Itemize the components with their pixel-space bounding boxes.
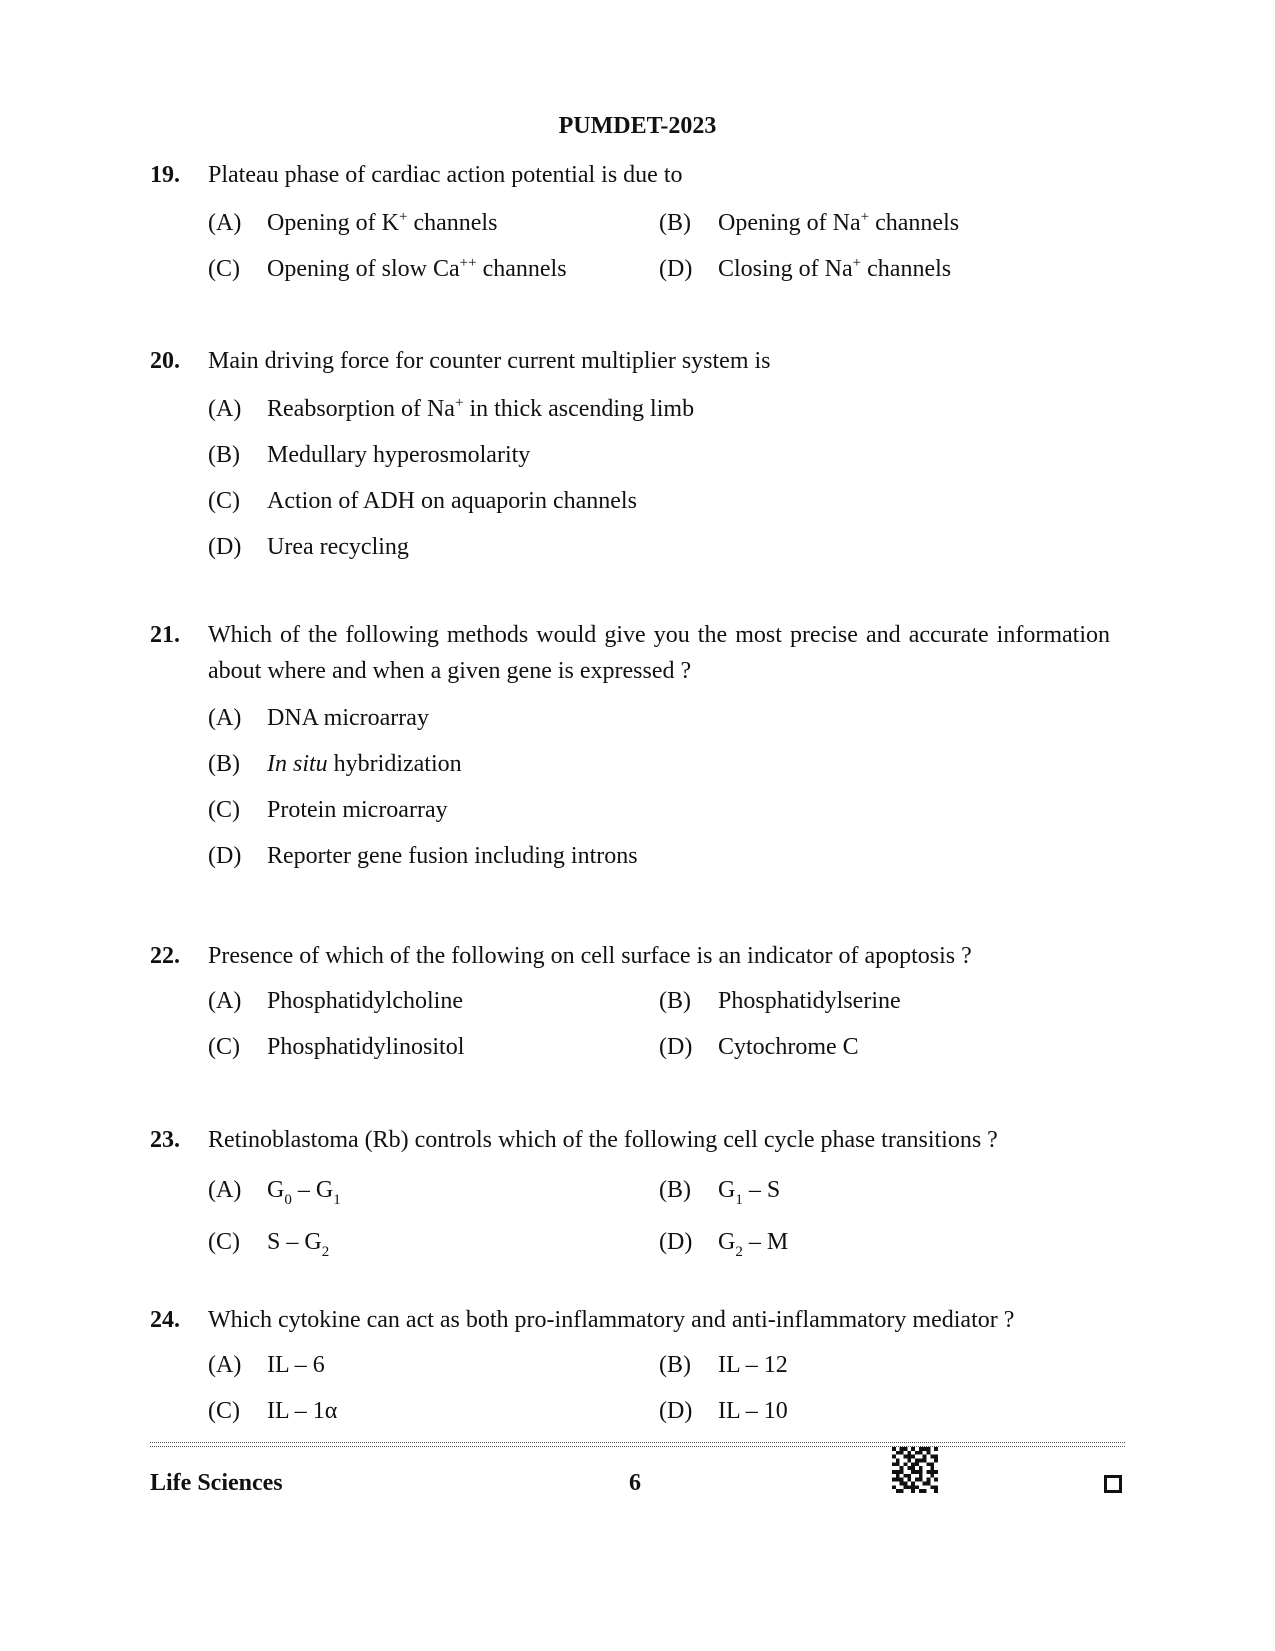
option-text: Urea recycling bbox=[267, 533, 409, 560]
option-b bbox=[659, 210, 1110, 237]
option-label: (B) bbox=[659, 209, 691, 236]
option-text: IL – 6 bbox=[267, 1351, 325, 1378]
option-text: IL – 12 bbox=[718, 1351, 788, 1378]
option-text: Reporter gene fusion including introns bbox=[267, 842, 638, 869]
page-number: 6 bbox=[629, 1470, 641, 1496]
option-c bbox=[208, 1034, 659, 1061]
option-label: (D) bbox=[659, 1033, 693, 1060]
option-a bbox=[208, 1352, 659, 1379]
option-text: Medullary hyperosmolarity bbox=[267, 441, 531, 468]
option-d bbox=[659, 1398, 1110, 1425]
question-text: Which cytokine can act as both pro-inflammatory and anti-inflammatory mediator ? bbox=[208, 1307, 1015, 1333]
option-d bbox=[208, 843, 1108, 870]
option-text: Protein microarray bbox=[267, 796, 448, 823]
footer-subject: Life Sciences bbox=[150, 1470, 283, 1496]
option-a bbox=[208, 1176, 659, 1208]
option-text: Reabsorption of Na+ in thick ascending limb bbox=[267, 394, 695, 422]
option-d bbox=[659, 1034, 1110, 1061]
question-text: Which of the following methods would give you the most precise and accurate information about where and when a given gene is expressed ? bbox=[208, 622, 1110, 684]
option-label: (C) bbox=[208, 1397, 240, 1424]
option-c bbox=[208, 1228, 659, 1260]
option-text: S – $G_2$ bbox=[267, 1228, 330, 1260]
option-text: $G_1$ – S bbox=[718, 1176, 781, 1208]
question-24 bbox=[150, 1302, 1110, 1434]
option-a bbox=[208, 988, 659, 1015]
option-text: Phosphatidylinositol bbox=[267, 1033, 465, 1060]
question-number: 19. bbox=[150, 162, 180, 188]
option-a bbox=[208, 210, 659, 237]
option-label: (D) bbox=[659, 1397, 693, 1424]
option-text: Opening of K+ channels bbox=[267, 208, 498, 236]
option-text: Phosphatidylcholine bbox=[267, 987, 463, 1014]
option-text: $G_2$ – M bbox=[718, 1228, 789, 1260]
question-23 bbox=[150, 1122, 1110, 1268]
option-label: (C) bbox=[208, 1228, 240, 1255]
option-a bbox=[208, 396, 1108, 423]
page-header: PUMDET-2023 bbox=[558, 113, 717, 139]
option-text: Action of ADH on aquaporin channels bbox=[267, 487, 637, 514]
question-text: Main driving force for counter current multiplier system is bbox=[208, 348, 771, 374]
option-d bbox=[208, 534, 1108, 561]
option-c bbox=[208, 488, 1108, 515]
option-label: (C) bbox=[208, 1033, 240, 1060]
question-text: Retinoblastoma (Rb) controls which of the following cell cycle phase transitions ? bbox=[208, 1127, 998, 1153]
option-a bbox=[208, 705, 1108, 732]
option-label: (D) bbox=[659, 1228, 693, 1255]
option-label: (D) bbox=[659, 255, 693, 282]
option-b bbox=[659, 988, 1110, 1015]
option-label: (A) bbox=[208, 395, 242, 422]
option-label: (B) bbox=[659, 987, 691, 1014]
option-text: DNA microarray bbox=[267, 704, 429, 731]
option-b bbox=[208, 442, 1108, 469]
option-label: (B) bbox=[659, 1351, 691, 1378]
option-text: In situ hybridization bbox=[267, 750, 462, 777]
option-text: $G_0 - G_1$ bbox=[267, 1176, 341, 1208]
option-label: (D) bbox=[208, 842, 242, 869]
option-text: Cytochrome C bbox=[718, 1033, 859, 1060]
option-label: (A) bbox=[208, 209, 242, 236]
question-number: 24. bbox=[150, 1307, 180, 1333]
question-text: Presence of which of the following on cell surface is an indicator of apoptosis ? bbox=[208, 943, 972, 969]
option-d bbox=[659, 256, 1110, 283]
corner-mark-icon bbox=[1104, 1475, 1122, 1493]
option-label: (B) bbox=[659, 1176, 691, 1203]
option-label: (D) bbox=[208, 533, 242, 560]
option-label: (C) bbox=[208, 796, 240, 823]
option-b bbox=[659, 1352, 1110, 1379]
option-text: Closing of Na+ channels bbox=[718, 254, 952, 282]
question-19 bbox=[150, 157, 1110, 292]
qr-code-icon bbox=[892, 1447, 938, 1493]
option-c bbox=[208, 797, 1108, 824]
option-label: (B) bbox=[208, 441, 240, 468]
option-text: IL – 10 bbox=[718, 1397, 788, 1424]
option-c bbox=[208, 1398, 659, 1425]
question-number: 22. bbox=[150, 943, 180, 969]
question-number: 21. bbox=[150, 622, 180, 648]
option-d bbox=[659, 1228, 1110, 1260]
question-number: 20. bbox=[150, 348, 180, 374]
option-label: (A) bbox=[208, 1351, 242, 1378]
option-b bbox=[208, 751, 1108, 778]
option-label: (A) bbox=[208, 987, 242, 1014]
question-number: 23. bbox=[150, 1127, 180, 1153]
option-text: Opening of slow Ca++ channels bbox=[267, 254, 567, 282]
option-label: (B) bbox=[208, 750, 240, 777]
option-text: IL – 1α bbox=[267, 1397, 338, 1424]
question-20 bbox=[150, 343, 1110, 570]
option-b bbox=[659, 1176, 1110, 1208]
option-label: (A) bbox=[208, 704, 242, 731]
question-21 bbox=[150, 617, 1110, 879]
option-label: (C) bbox=[208, 487, 240, 514]
question-text: Plateau phase of cardiac action potential is due to bbox=[208, 162, 683, 188]
question-22 bbox=[150, 938, 1110, 1070]
footer-divider bbox=[150, 1442, 1125, 1447]
option-c bbox=[208, 256, 659, 283]
option-text: Opening of Na+ channels bbox=[718, 208, 960, 236]
option-label: (C) bbox=[208, 255, 240, 282]
option-text: Phosphatidylserine bbox=[718, 987, 901, 1014]
option-label: (A) bbox=[208, 1176, 242, 1203]
